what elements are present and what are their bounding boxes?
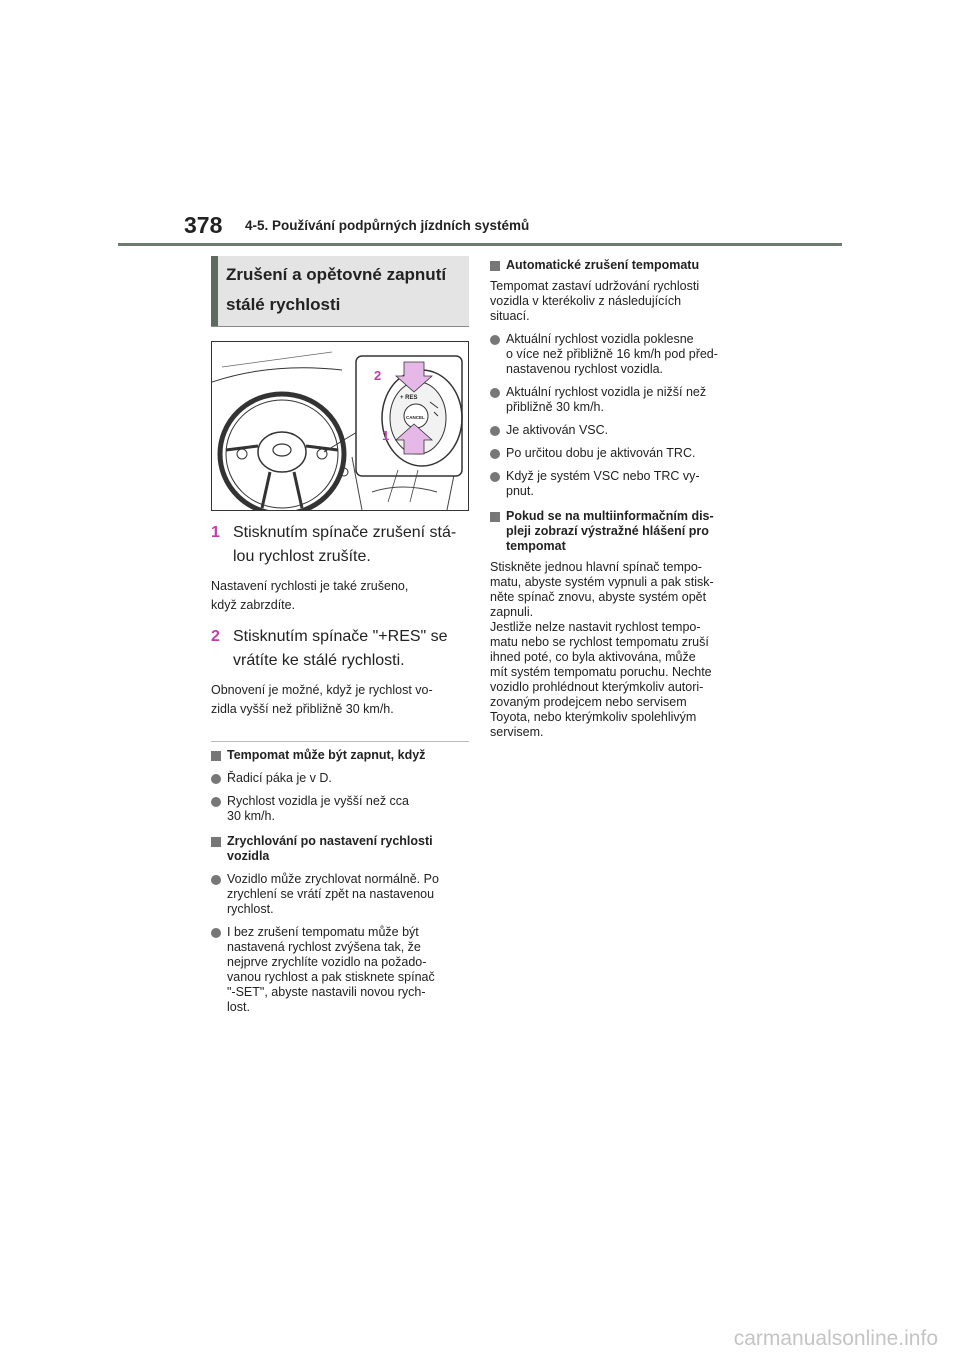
note-line: Nastavení rychlosti je také zrušeno, (211, 579, 409, 593)
section-divider (211, 741, 469, 742)
subheading-line: vozidla (227, 849, 270, 863)
bullet-line: Aktuální rychlost vozidla je nižší než (506, 385, 707, 399)
paragraph-line: matu, abyste systém vypnuli a pak stisk- (490, 575, 714, 589)
bullet-line: "-SET", abyste nastavili novou rych- (227, 985, 426, 999)
bullet-item (490, 446, 758, 461)
note-line: zidla vyšší než přibližně 30 km/h. (211, 702, 394, 716)
step-text-line: Stisknutím spínače zrušení stá- (233, 524, 457, 541)
callout-1: 1 (382, 428, 390, 443)
chapter-title: 4-5. Používání podpůrných jízdních systémů (245, 218, 530, 233)
note-line: Obnovení je možné, když je rychlost vo- (211, 683, 433, 697)
subheading (490, 509, 758, 554)
bullet-item (211, 771, 469, 786)
circle-bullet-icon (490, 449, 500, 459)
bullet-line: Když je systém VSC nebo TRC vy- (506, 469, 700, 483)
cancel-button-label: CANCEL (406, 415, 425, 420)
bullet-line: nastavenou rychlost vozidla. (506, 362, 664, 376)
bullet-line: I bez zrušení tempomatu může být (227, 925, 419, 939)
paragraph-line: Stiskněte jednou hlavní spínač tempo- (490, 560, 702, 574)
square-bullet-icon (490, 512, 500, 522)
paragraph-line: zapnuli. (490, 605, 534, 619)
step-2 (211, 625, 469, 673)
subheading-line: tempomat (506, 539, 566, 553)
paragraph-line: ihned poté, co byla aktivována, může (490, 650, 696, 664)
square-bullet-icon (490, 261, 500, 271)
watermark: carmanualsonline.info (733, 1327, 938, 1350)
square-bullet-icon (211, 837, 221, 847)
bullet-text: Řadicí páka je v D. (227, 771, 332, 785)
bullet-line: lost. (227, 1000, 250, 1014)
paragraph-line: něte spínač znovu, abyste systém opět (490, 590, 707, 604)
paragraph-line: situací. (490, 309, 530, 323)
paragraph-line: vozidla v kterékoliv z následujících (490, 294, 682, 308)
paragraph-line: servisem. (490, 725, 544, 739)
bullet-text: Je aktivován VSC. (506, 423, 609, 437)
subheading-line: Pokud se na multiinformačním dis- (506, 509, 714, 523)
step-text-line: lou rychlost zrušíte. (233, 548, 371, 565)
bullet-item (211, 872, 469, 917)
bullet-item (490, 385, 758, 415)
circle-bullet-icon (490, 388, 500, 398)
circle-bullet-icon (211, 774, 221, 784)
bullet-item (490, 332, 758, 377)
bullet-line: nastavená rychlost zvýšena tak, že (227, 940, 421, 954)
paragraph-line: Jestliže nelze nastavit rychlost tempo- (490, 620, 701, 634)
note-line: když zabrzdíte. (211, 598, 296, 612)
bullet-item (211, 925, 469, 1015)
header-rule (118, 243, 842, 246)
paragraph-line: mít systém tempomatu poruchu. Nechte (490, 665, 712, 679)
step-text-line: vrátíte ke stálé rychlosti. (233, 652, 405, 669)
paragraph-line: Toyota, nebo kterýmkoliv spolehlivým (490, 710, 697, 724)
subheading-text: Automatické zrušení tempomatu (506, 258, 700, 272)
section-title-line1: Zrušení a opětovné zapnutí (226, 265, 447, 284)
bullet-line: Vozidlo může zrychlovat normálně. Po (227, 872, 439, 886)
paragraph (490, 560, 758, 740)
step-1 (211, 521, 469, 569)
bullet-line: nejprve zrychlíte vozidlo na požado- (227, 955, 427, 969)
bullet-line: přibližně 30 km/h. (506, 400, 604, 414)
circle-bullet-icon (211, 928, 221, 938)
subheading-line: pleji zobrazí výstražné hlášení pro (506, 524, 709, 538)
circle-bullet-icon (211, 875, 221, 885)
circle-bullet-icon (490, 472, 500, 482)
step-number: 2 (211, 628, 220, 645)
left-column (211, 256, 469, 1015)
circle-bullet-icon (490, 335, 500, 345)
circle-bullet-icon (211, 797, 221, 807)
bullet-line: pnut. (506, 484, 534, 498)
subheading-text: Tempomat může být zapnut, když (227, 748, 426, 762)
subheading (211, 834, 469, 864)
bullet-line: Rychlost vozidla je vyšší než cca (227, 794, 410, 808)
step-note (211, 681, 469, 719)
bullet-line: 30 km/h. (227, 809, 275, 823)
subheading (211, 748, 469, 763)
bullet-item (490, 469, 758, 499)
subheading (490, 258, 758, 273)
bullet-line: zrychlení se vrátí zpět na nastavenou (227, 887, 435, 901)
paragraph-line: vozidlo prohlédnout kterýmkoliv autori- (490, 680, 704, 694)
square-bullet-icon (211, 751, 221, 761)
steering-wheel-illustration (212, 342, 468, 510)
bullet-text: Po určitou dobu je aktivován TRC. (506, 446, 696, 460)
res-button-label: + RES (400, 395, 418, 401)
bullet-line: rychlost. (227, 902, 274, 916)
section-heading-box (211, 256, 469, 326)
section-underline (211, 326, 469, 327)
steering-wheel-figure (211, 341, 469, 511)
paragraph-line: zovaným prodejcem nebo servisem (490, 695, 687, 709)
page-number: 378 (184, 212, 223, 238)
bullet-line: Aktuální rychlost vozidla poklesne (506, 332, 694, 346)
right-column (490, 256, 758, 740)
paragraph-line: Tempomat zastaví udržování rychlosti (490, 279, 700, 293)
step-note (211, 577, 469, 615)
bullet-line: o více než přibližně 16 km/h pod před- (506, 347, 718, 361)
bullet-line: vanou rychlost a pak stisknete spínač (227, 970, 435, 984)
bullet-item (211, 794, 469, 824)
bullet-item (490, 423, 758, 438)
step-text-line: Stisknutím spínače "+RES" se (233, 628, 448, 645)
subheading-line: Zrychlování po nastavení rychlosti (227, 834, 433, 848)
step-number: 1 (211, 524, 220, 541)
circle-bullet-icon (490, 426, 500, 436)
paragraph-line: matu nebo se rychlost tempomatu zruší (490, 635, 709, 649)
callout-2: 2 (374, 368, 382, 383)
paragraph (490, 279, 758, 324)
section-title-line2: stálé rychlosti (226, 295, 341, 314)
